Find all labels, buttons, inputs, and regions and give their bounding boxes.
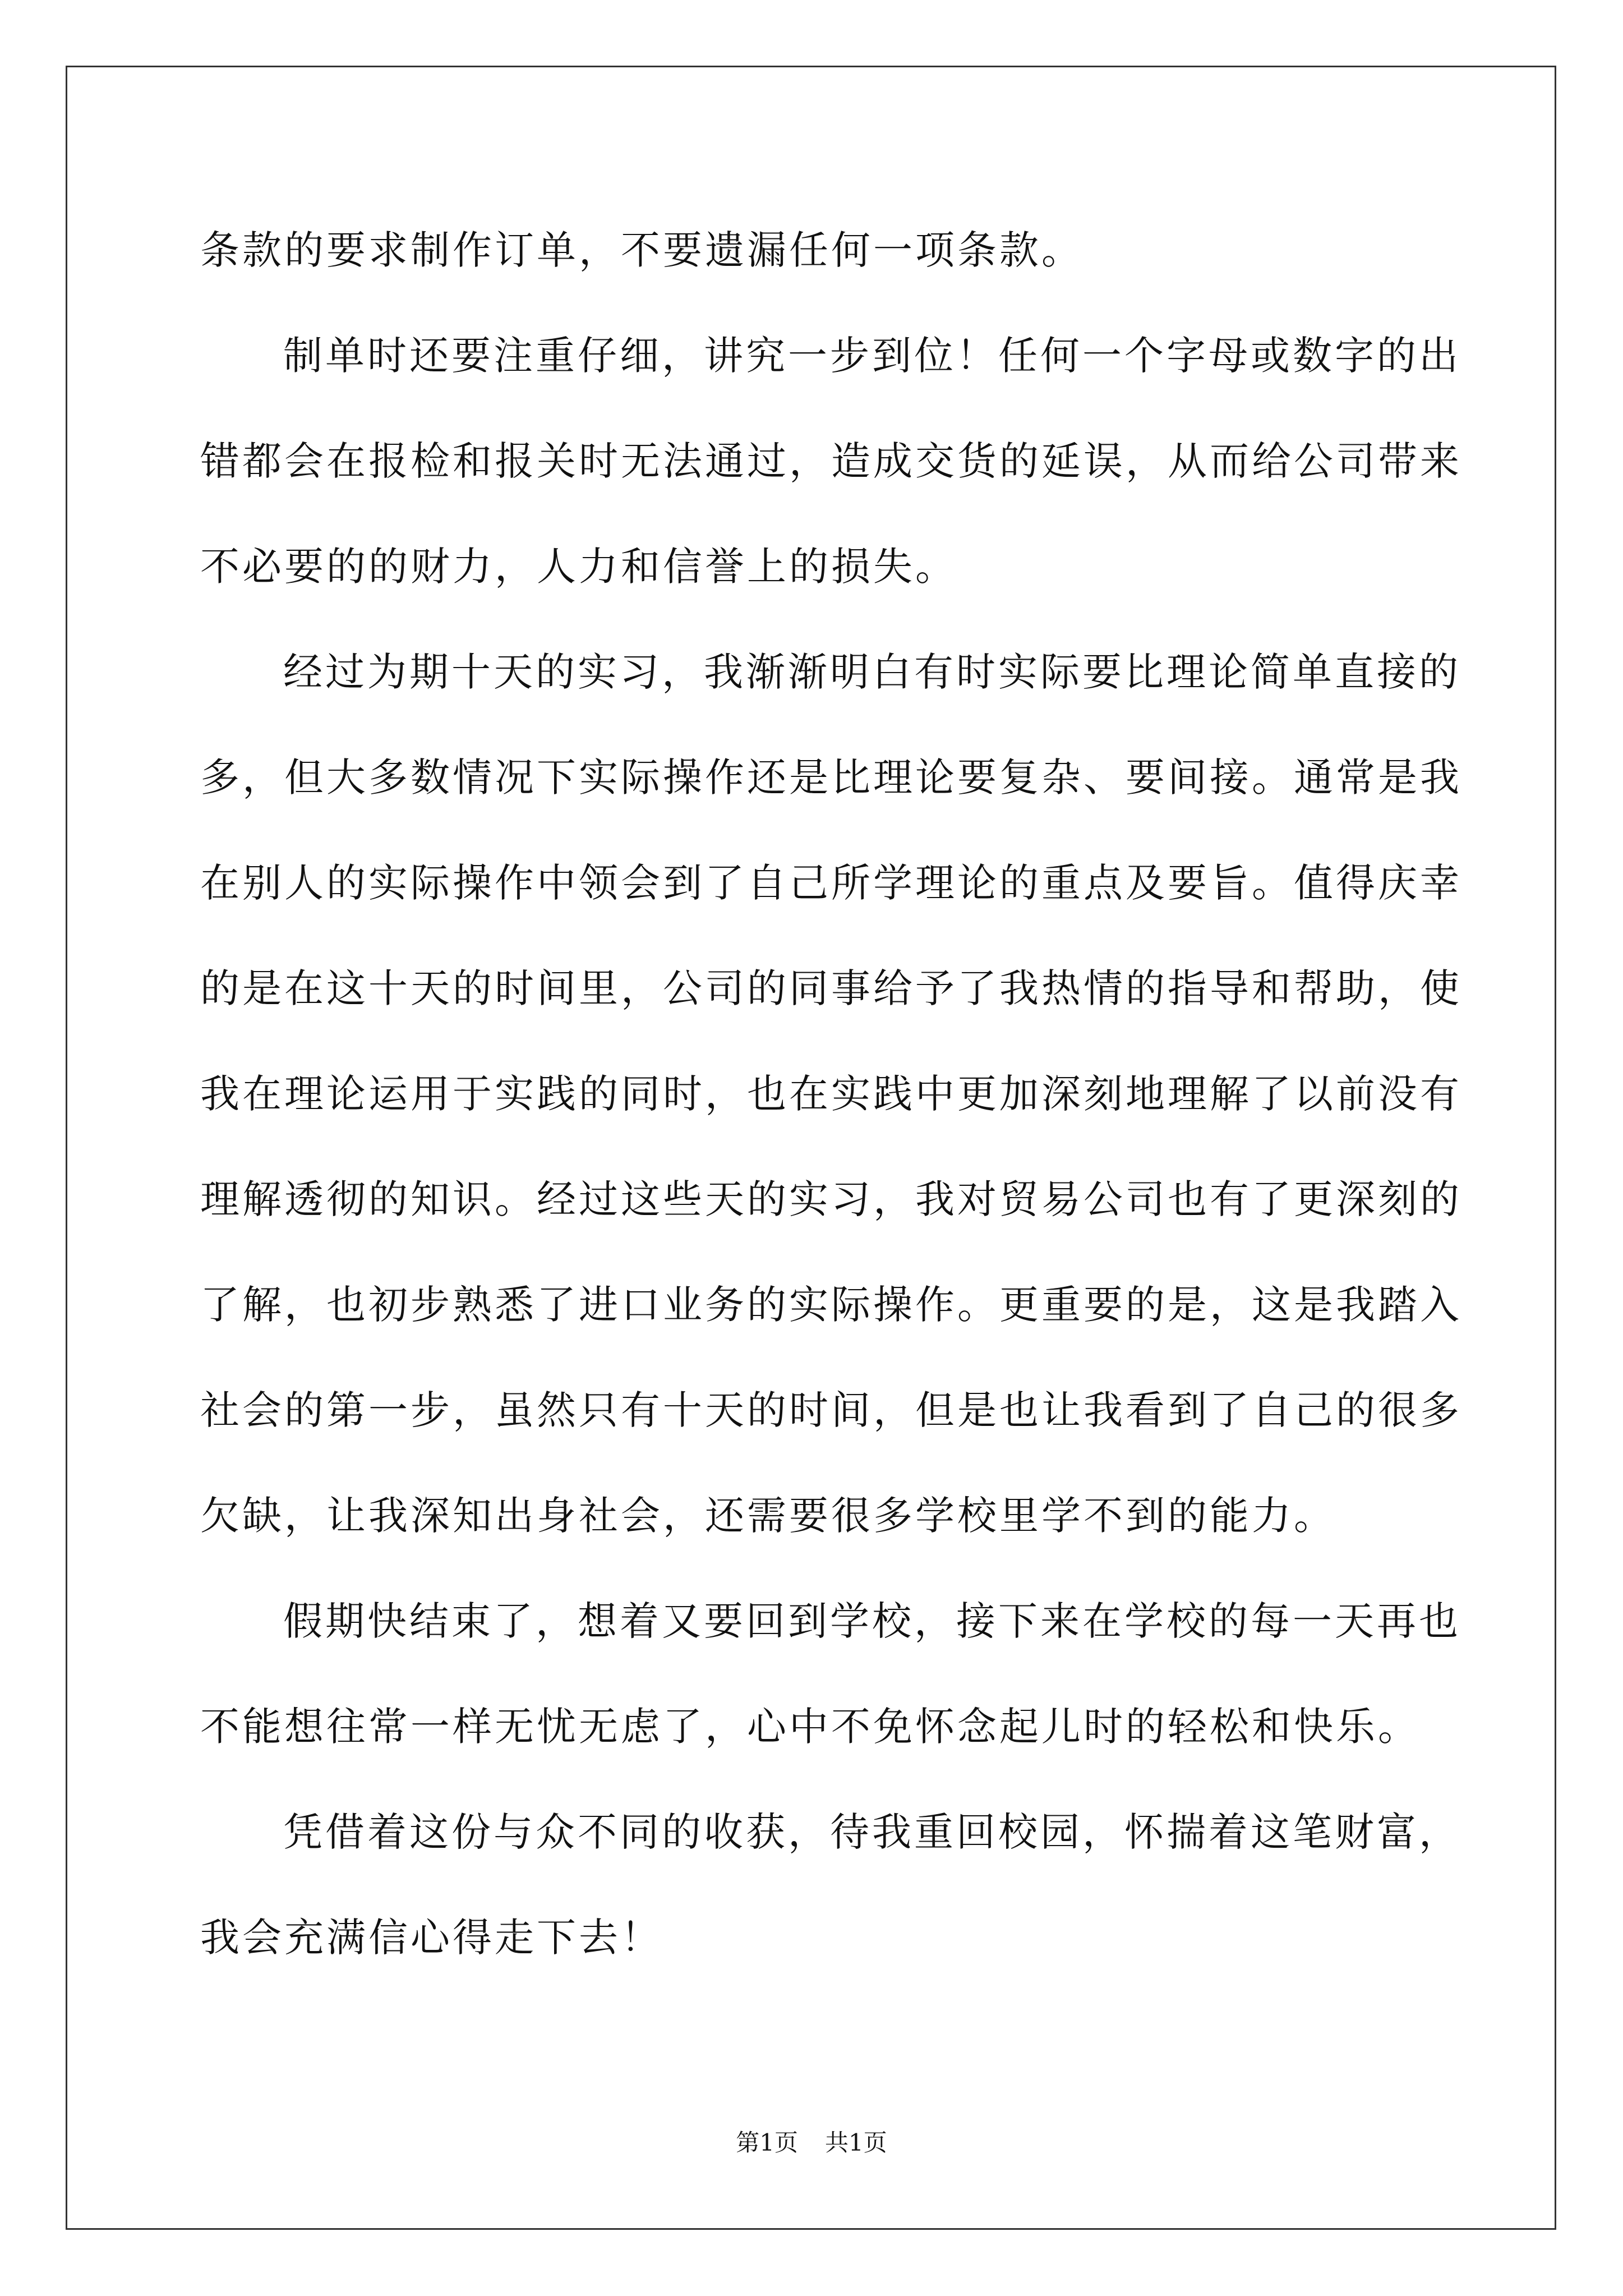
text-line-10: 理解透彻的知识。经过这些天的实习，我对贸易公司也有了更深刻的	[200, 1176, 1462, 1222]
page-total: 共1页	[825, 2129, 887, 2156]
text-line-4: 不必要的的财力，人力和信誉上的损失。	[200, 544, 957, 590]
text-line-6: 多，但大多数情况下实际操作还是比理论要复杂、要间接。通常是我	[200, 754, 1462, 800]
text-line-9: 我在理论运用于实践的同时，也在实践中更加深刻地理解了以前没有	[200, 1071, 1462, 1117]
text-line-12: 社会的第一步，虽然只有十天的时间，但是也让我看到了自己的很多	[200, 1387, 1462, 1433]
text-line-5: 经过为期十天的实习，我渐渐明白有时实际要比理论简单直接的	[283, 649, 1461, 695]
text-line-8: 的是在这十天的时间里，公司的同事给予了我热情的指导和帮助，使	[200, 965, 1462, 1011]
page-number: 第1页	[736, 2129, 798, 2156]
text-line-13: 欠缺，让我深知出身社会，还需要很多学校里学不到的能力。	[200, 1493, 1336, 1539]
text-line-11: 了解，也初步熟悉了进口业务的实际操作。更重要的是，这是我踏入	[200, 1282, 1462, 1328]
text-line-14: 假期快结束了，想着又要回到学校，接下来在学校的每一天再也	[283, 1598, 1461, 1644]
text-line-17: 我会充满信心得走下去！	[200, 1915, 663, 1961]
document-body	[200, 197, 1462, 1990]
text-line-15: 不能想往常一样无忧无虑了，心中不免怀念起儿时的轻松和快乐。	[200, 1704, 1420, 1750]
text-line-3: 错都会在报检和报关时无法通过，造成交货的延误，从而给公司带来	[200, 438, 1462, 484]
text-line-1: 条款的要求制作订单，不要遗漏任何一项条款。	[200, 227, 1083, 273]
text-line-7: 在别人的实际操作中领会到了自己所学理论的重点及要旨。值得庆幸	[200, 860, 1462, 906]
text-line-16: 凭借着这份与众不同的收获，待我重回校园，怀揣着这笔财富，	[283, 1809, 1461, 1855]
page-footer	[0, 2126, 1623, 2160]
text-line-2: 制单时还要注重仔细，讲究一步到位！任何一个字母或数字的出	[283, 333, 1461, 379]
